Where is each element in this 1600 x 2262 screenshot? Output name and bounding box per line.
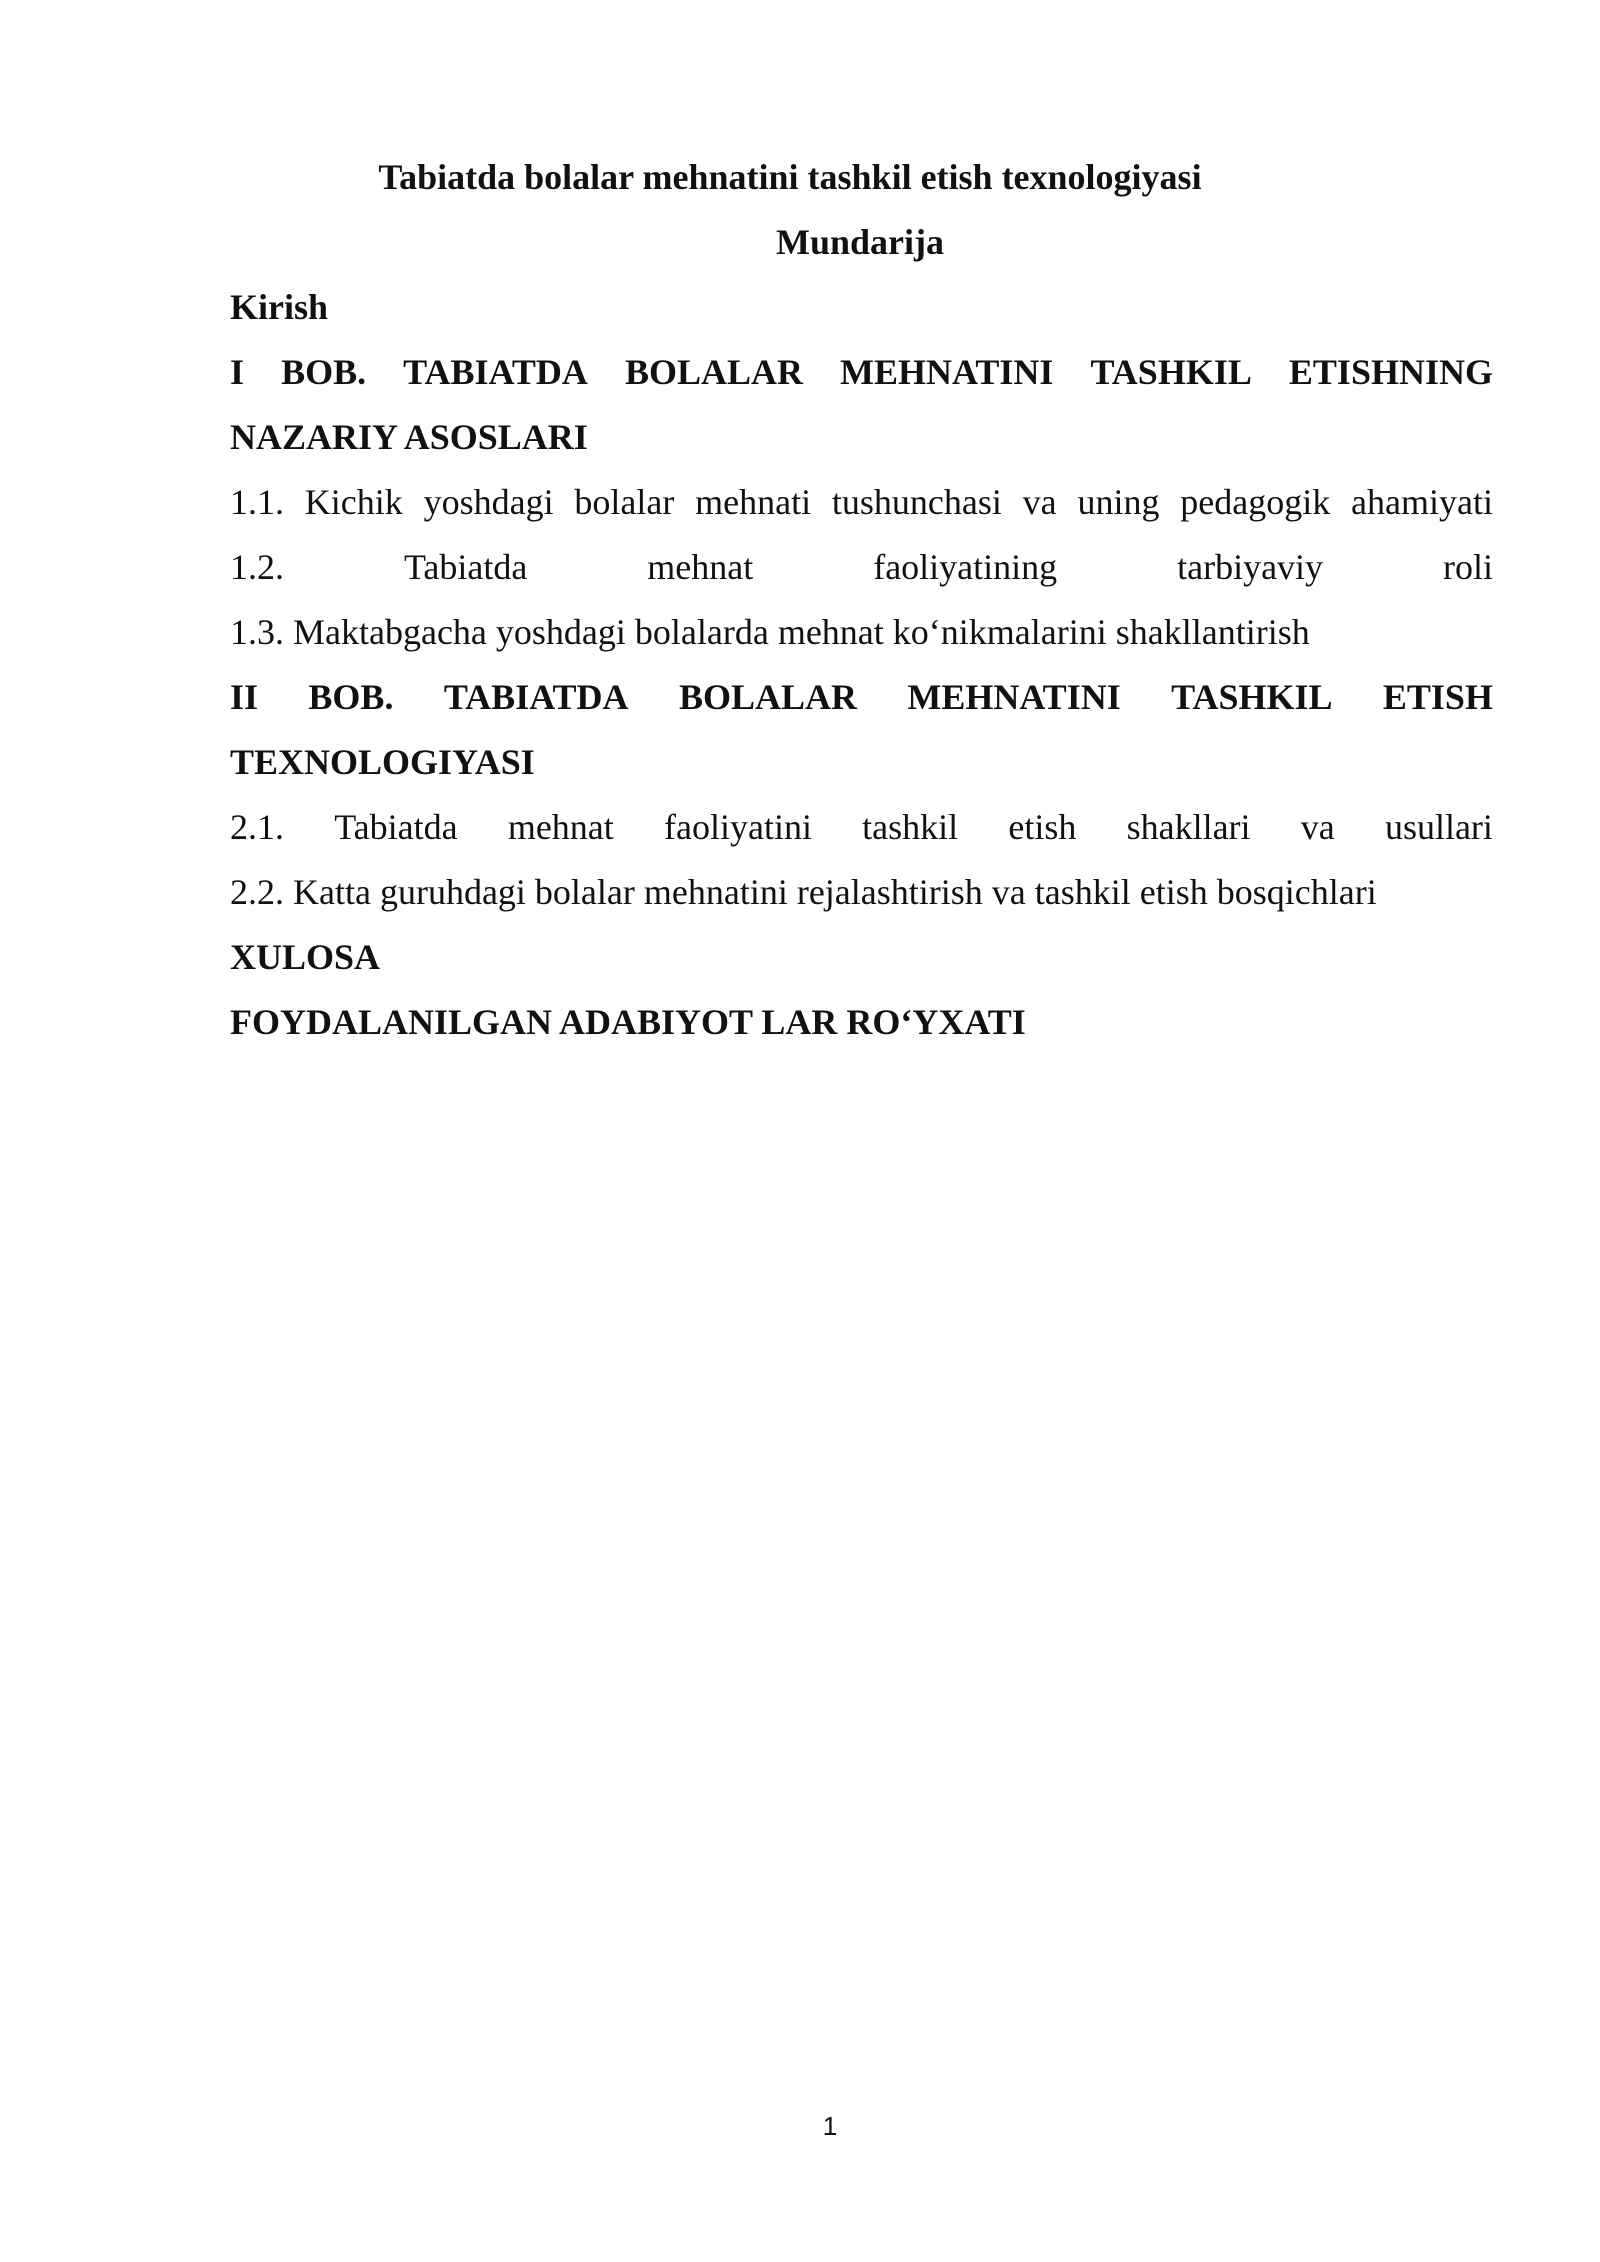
toc-word: va [1300, 807, 1335, 847]
toc-word: uning [1077, 482, 1160, 522]
toc-word: etish [1008, 807, 1077, 847]
toc-chapter-1 [230, 340, 1493, 405]
toc-section-1-3: 1.3. Maktabgacha yoshdagi bolalarda mehnat ko‘nikmalarini shakllantirish [230, 612, 1310, 652]
toc-word: bolalar [574, 482, 675, 522]
toc-word: BOLALAR [678, 677, 857, 717]
toc-word: TABIATDA [443, 677, 629, 717]
toc-section-2-2: 2.2. Katta guruhdagi bolalar mehnatini rejalashtirish va tashkil etish bosqichlari [230, 872, 1377, 912]
toc-word: MEHNATINI [907, 677, 1121, 717]
toc-word: BOLALAR [624, 352, 803, 392]
toc-section-2-1 [230, 795, 1493, 860]
toc-word: mehnat [507, 807, 614, 847]
toc-word: 1.1. [230, 482, 284, 522]
toc-section-1-2 [230, 535, 1493, 600]
toc-word: va [1022, 482, 1057, 522]
document-title: Tabiatda bolalar mehnatini tashkil etish texnologiyasi [378, 157, 1202, 197]
toc-word: ETISH [1382, 677, 1493, 717]
toc-word: TASHKIL [1090, 352, 1252, 392]
toc-word: I [230, 352, 245, 392]
toc-word: tarbiyaviy [1177, 547, 1324, 587]
toc-word: 2.1. [230, 807, 284, 847]
toc-word: BOB. [281, 352, 367, 392]
toc-word: MEHNATINI [840, 352, 1054, 392]
toc-word: faoliyatini [664, 807, 812, 847]
toc-section-1-1 [230, 470, 1493, 535]
toc-word: 1.2. [230, 547, 284, 587]
toc-word: TABIATDA [403, 352, 588, 392]
contents-heading: Mundarija [775, 222, 944, 262]
toc-word: mehnat [647, 547, 754, 587]
toc-conclusion: XULOSA [230, 937, 381, 977]
toc-word: BOB. [308, 677, 394, 717]
toc-references: FOYDALANILGAN ADABIYOT LAR RO‘YXATI [230, 1002, 1026, 1042]
toc-word: Tabiatda [334, 807, 458, 847]
toc-word: Kichik [304, 482, 403, 522]
toc-intro: Kirish [230, 287, 329, 327]
toc-chapter-2 [230, 665, 1493, 730]
table-of-contents [230, 275, 1493, 1055]
toc-word: ahamiyati [1351, 482, 1493, 522]
toc-chapter-1-continuation: NAZARIY ASOSLARI [230, 417, 588, 457]
page-number: 1 [822, 2111, 838, 2141]
toc-word: pedagogik [1180, 482, 1331, 522]
toc-word: mehnati [695, 482, 812, 522]
toc-word: usullari [1384, 807, 1493, 847]
toc-word: ETISHNING [1288, 352, 1493, 392]
toc-word: yoshdagi [423, 482, 554, 522]
toc-word: faoliyatining [873, 547, 1058, 587]
toc-word: shakllari [1126, 807, 1251, 847]
toc-word: TASHKIL [1171, 677, 1333, 717]
toc-word: II [230, 677, 259, 717]
toc-word: tashkil [862, 807, 959, 847]
toc-chapter-2-continuation: TEXNOLOGIYASI [230, 742, 535, 782]
toc-word: roli [1443, 547, 1493, 587]
toc-word: Tabiatda [403, 547, 528, 587]
toc-word: tushunchasi [831, 482, 1002, 522]
